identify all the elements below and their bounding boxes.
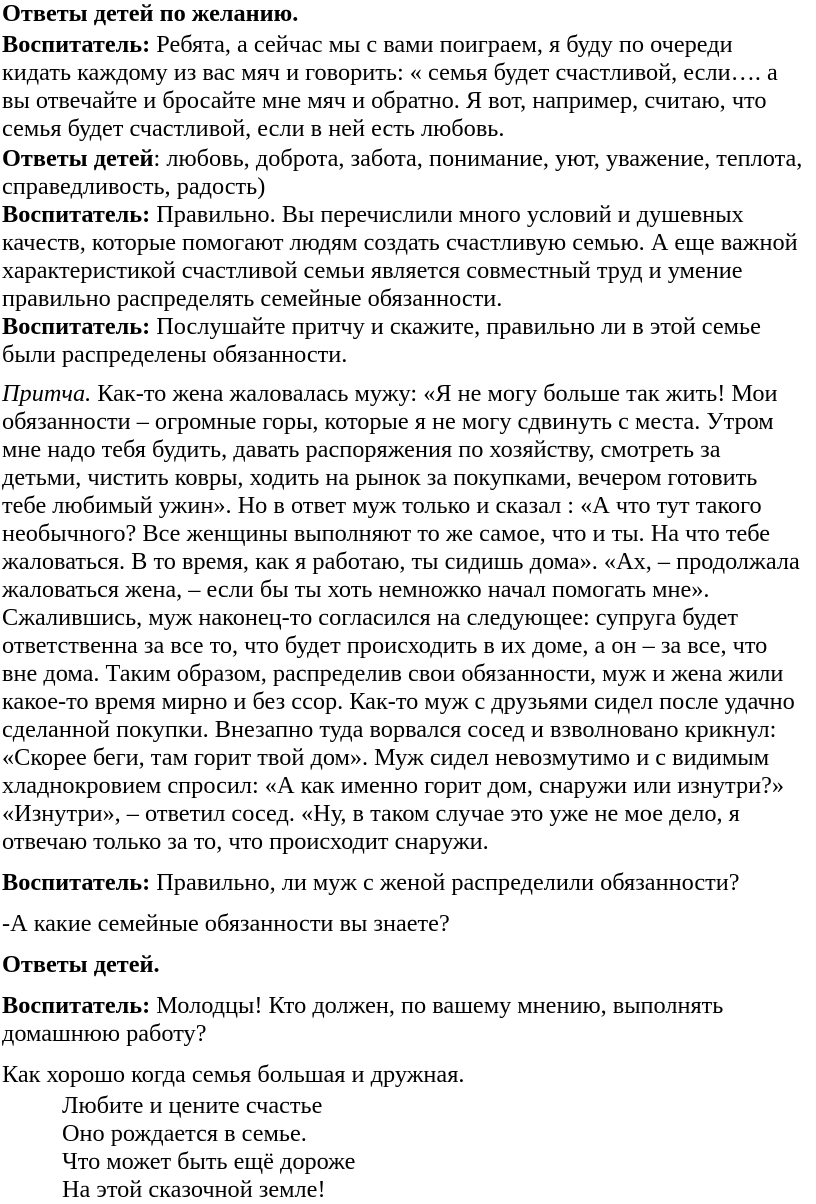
parable-line [2,604,738,632]
parable-text: «Скорее беги, там горит твой дом». Муж сидел невозмутимо и с видимым [2,744,770,771]
p2-line-2 [2,173,265,201]
parable-text: хладнокровием спросил: «А как именно горит дом, снаружи или изнутри?» [2,772,785,799]
parable-line [2,744,769,772]
poem-text: Любите и цените счастье [62,1092,323,1119]
p3-line-2 [2,229,798,257]
p7-line [2,951,160,979]
p3-text-4: правильно распределять семейные обязанности. [2,285,503,312]
speaker-label: Воспитатель: [2,201,151,228]
p2-text-1: : любовь, доброта, забота, понимание, уют, уважение, теплота, [153,145,803,172]
parable-line [2,548,800,576]
parable-text: обязанности – огромные горы, которые я не могу сдвинуть с места. Утром [2,408,774,435]
parable-line [2,436,720,464]
parable-text: Сжалившись, муж наконец-то согласился на следующее: супруга будет [2,604,739,631]
poem-line [2,1061,464,1089]
speaker-label: Воспитатель: [2,313,151,340]
p1-text-3: вы отвечайте и бросайте мне мяч и обратно. Я вот, например, считаю, что [2,87,767,114]
p3-line-1 [2,201,744,229]
poem-line [62,1092,322,1120]
parable-line [2,492,762,520]
parable-line-1 [2,380,778,408]
parable-text: отвечаю только за то, что происходит снаружи. [2,828,489,855]
p5-line-1 [2,869,740,897]
parable-line [2,632,767,660]
p8-text-2: домашнюю работу? [2,1020,207,1047]
poem-text: Как хорошо когда семья большая и дружная. [2,1061,465,1088]
p3-line-4 [2,285,502,313]
speaker-label: Воспитатель: [2,992,151,1019]
poem-line [62,1120,307,1148]
parable-line [2,772,784,800]
p3-text-3: характеристикой счастливой семьи является совместный труд и умение [2,257,743,284]
p1-line-3 [2,87,767,115]
parable-label: Притча. [2,380,92,407]
parable-line [2,520,770,548]
heading-text: Ответы детей по желанию. [2,0,299,27]
parable-line [2,408,774,436]
parable-line [2,716,776,744]
p1-text-4: семья будет счастливой, если в ней есть любовь. [2,115,505,142]
p1-text-2: кидать каждому из вас мяч и говорить: « семья будет счастливой, если…. а [2,59,778,86]
poem-text: Оно рождается в семье. [62,1120,307,1147]
parable-text: ответственна за все то, что будет происходить в их доме, а он – за все, что [2,632,768,659]
p4-text-2: были распределены обязанности. [2,341,348,368]
p3-line-3 [2,257,743,285]
p2-line-1 [2,145,802,173]
p4-line-2 [2,341,347,369]
p6-text: -А какие семейные обязанности вы знаете? [2,910,450,937]
parable-text: сделанной покупки. Внезапно туда ворвался сосед и взволновано крикнул: [2,716,777,743]
heading [2,0,298,28]
speaker-label: Воспитатель: [2,869,151,896]
poem-text: Что может быть ещё дороже [62,1148,356,1175]
parable-text: мне надо тебя будить, давать распоряжения по хозяйству, смотреть за [2,436,721,463]
poem-line [62,1148,355,1176]
parable-line [2,828,489,856]
p1-text-1: Ребята, а сейчас мы с вами поиграем, я буду по очереди [150,31,733,58]
children-answers-heading: Ответы детей. [2,951,160,978]
p1-line-4 [2,115,504,143]
children-answers-label: Ответы детей [2,145,154,172]
p1-line-2 [2,59,778,87]
p2-text-2: справедливость, радость) [2,173,266,200]
parable-text: какое-то время мирно и без ссор. Как-то муж с друзьями сидел после удачно [2,688,795,715]
parable-line [2,576,710,604]
poem-text: На этой сказочной земле! [62,1176,326,1203]
parable-text: жаловаться. В то время, как я работаю, ты сидишь дома». «Ах, – продолжала [2,548,800,575]
p3-text-2: качеств, которые помогают людям создать счастливую семью. А еще важной [2,229,798,256]
parable-text: вне дома. Таким образом, распределив свои обязанности, муж и жена жили [2,660,784,687]
poem-line [62,1176,326,1204]
p8-line-2 [2,1020,206,1048]
p3-text-1: Правильно. Вы перечислили много условий и душевных [150,201,744,228]
speaker-label: Воспитатель: [2,31,151,58]
p4-text-1: Послушайте притчу и скажите, правильно ли в этой семье [150,313,761,340]
parable-text: тебе любимый ужин». Но в ответ муж только и сказал : «А что тут такого [2,492,762,519]
parable-line [2,688,795,716]
p8-line-1 [2,992,723,1020]
parable-text: жаловаться жена, – если бы ты хоть немножко начал помогать мне». [2,576,710,603]
p1-line-1 [2,31,733,59]
p8-text-1: Молодцы! Кто должен, по вашему мнению, выполнять [150,992,724,1019]
parable-line [2,464,757,492]
parable-line [2,800,740,828]
parable-text: «Изнутри», – ответил сосед. «Ну, в таком случае это уже не мое дело, я [2,800,740,827]
parable-text: Как-то жена жаловалась мужу: «Я не могу больше так жить! Мои [91,380,778,407]
p5-text-1: Правильно, ли муж с женой распределили обязанности? [150,869,740,896]
parable-text: детьми, чистить ковры, ходить на рынок за покупками, вечером готовить [2,464,758,491]
parable-line [2,660,783,688]
p6-line [2,910,450,938]
p4-line-1 [2,313,761,341]
parable-text: необычного? Все женщины выполняют то же самое, что и ты. На что тебе [2,520,771,547]
